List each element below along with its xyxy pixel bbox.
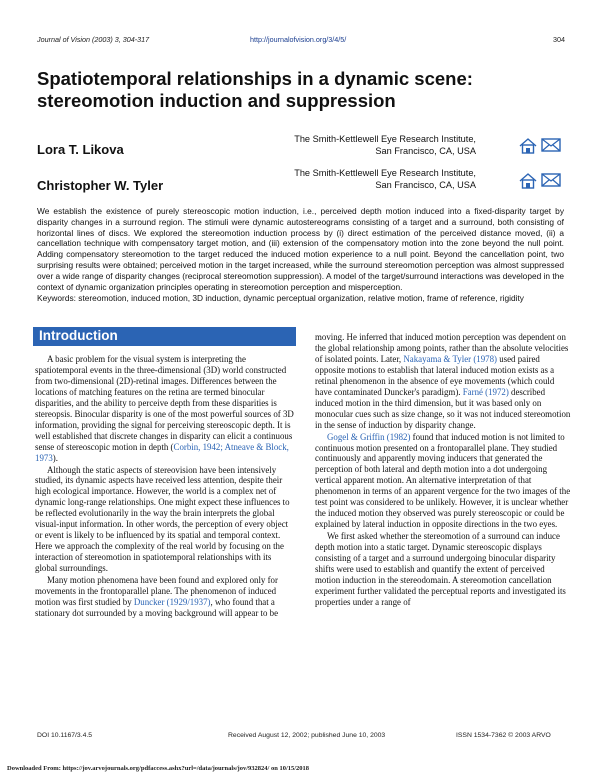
- citation-link[interactable]: Nakayama & Tyler (1978): [403, 353, 497, 364]
- download-notice: Downloaded From: https://jov.arvojournals.org/pdfaccess.ashx?url=/data/journals/jov/932824/ on 10/15/2018: [7, 765, 310, 772]
- citation-link[interactable]: Farné (1972): [462, 386, 509, 397]
- page-number: 304: [553, 35, 565, 44]
- citation-link[interactable]: Corbin, 1942; Atneave & Block, 1973: [35, 441, 289, 463]
- issn: ISSN 1534-7362 © 2003 ARVO: [456, 732, 551, 739]
- keywords: Keywords: stereomotion, induced motion, 3D induction, dynamic perceptual organization, relative motion, frame of reference, rigidity: [37, 293, 524, 303]
- paragraph: moving. He inferred that induced motion perception was dependent on the global relationship among points, rather than the absolute velocities of isolated points. Later, Nakayama & Tyler (1978) used paired opposite motions to establish that lateral induced motion exists as a retinal phenomenon in the absence of eye movements (which could have contaminated Duncker's paradigm). Farné (1972) described induced motion in the third dimension, but it was based only on monocular cues such as size change, so it was not induced stereomotion in the sense of induction by disparity change.: [315, 332, 571, 430]
- author-name: Lora T. Likova: [37, 142, 124, 157]
- paper-title: Spatiotemporal relationships in a dynamic scene: stereomotion induction and suppression: [37, 68, 473, 111]
- journal-citation: Journal of Vision (2003) 3, 304-317: [37, 35, 150, 44]
- author-name: Christopher W. Tyler: [37, 178, 164, 193]
- paragraph: A basic problem for the visual system is interpreting the spatiotemporal events in the three-dimensional (3D) world constructed from two-dimensional (2D)-retinal images. Differences between the locations of matching features on the retina are termed binocular disparities, and the ability to perceive depth from these disparities is stereopsis. Binocular disparity is one of the most powerful sources of 3D information, providing the signal for perceiving stereoscopic depth. It is well established that discrete changes in disparity can elicit a continuous sense of stereoscopic motion in depth (Corbin, 1942; Atneave & Block, 1973).: [35, 354, 294, 463]
- paragraph: We first asked whether the stereomotion of a surround can induce depth motion into a static target. Dynamic stereoscopic displays consisting of a target and a surround undergoing binocular disparity shifts were used to establish and quantify the extent of perceived motion induction in the stereodomain. A stereomotion cancellation experiment further validated the perceptual reports and investigated its properties under a range of: [315, 531, 566, 607]
- journal-url-link[interactable]: http://journalofvision.org/3/4/5/: [250, 35, 347, 44]
- paragraph: Although the static aspects of stereovision have been intensively studied, its dynamic aspects have received less attention, despite their high ecological importance. However, the world is a complex net of dynamic long-range relationships. One might expect these influences to be reflected evolutionarily in the way the brain interprets the global visual-input information. In other words, the perception of every object or event is likely to be influenced by its spatial and temporal context. Here we approach the complexity of the real world by focusing on the interaction of stereomotion in spatiotemporal relationships with its global surroundings.: [35, 464, 290, 574]
- section-heading-bar: [33, 327, 296, 346]
- author-affiliation: The Smith-Kettlewell Eye Research Institute, San Francisco, CA, USA: [294, 168, 476, 190]
- received-date: Received August 12, 2002; published June 10, 2003: [228, 732, 386, 739]
- left-column: [35, 354, 295, 619]
- author-affiliation: The Smith-Kettlewell Eye Research Institute, San Francisco, CA, USA: [294, 134, 476, 156]
- right-column: [315, 332, 571, 608]
- mail-icon[interactable]: [541, 138, 561, 154]
- home-icon[interactable]: [519, 173, 537, 189]
- section-heading: Introduction: [39, 328, 118, 343]
- author-contact-icons: [519, 173, 561, 189]
- author-contact-icons: [519, 138, 561, 154]
- citation-link[interactable]: Gogel & Griffin (1982): [327, 431, 411, 442]
- citation-link[interactable]: Duncker (1929/1937): [133, 596, 211, 607]
- doi: DOI 10.1167/3.4.5: [37, 732, 93, 739]
- paragraph: Gogel & Griffin (1982) found that induced motion is not limited to continuous motion presented on a frontoparallel plane. They studied continuously and apparently moving inducers that generated the perception of both lateral and depth motion into a dot undergoing vertical apparent motion. An alternative interpretation of that phenomenon in terms of an apparent vergence for the two images of the test point was considered to be unlikely. However, it is unclear whether the induced motion they observed was purely stereoscopic or could be explained by lateral induction in opposite directions in the two eyes.: [315, 431, 571, 530]
- abstract: We establish the existence of purely stereoscopic motion induction, i.e., perceived depth motion induced into a fixed-disparity target by disparity changes in a surround region. The stimuli were dynamic autostereograms consisting of a target and a surround, both consisting of horizontal lines of discs. We explored the stereomotion induction process by (i) direct estimation of the perceived distance moved, (ii) a cancellation technique with compensatory target motion, and (iii) extension of the compensatory motion into the zone beyond the null point. Adding compensatory stereomotion to the target reduced the induced motion experience to a null point. Beyond the cancellation point, two surprising results were obtained; perceived motion in the target increased, while the surround stereomotion perception was almost suppressed over a wide range of disparity changes (reciprocal stereomotion suppression). A model of the target/surround interactions was developed in the context of dynamic organization principles operating in stereomotion perception and misperception.: [37, 206, 564, 292]
- paragraph: Many motion phenomena have been found and explored only for movements in the frontoparallel plane. The phenomenon of induced motion was first studied by Duncker (1929/1937), who found that a stationary dot surrounded by a moving background will appear to be: [35, 575, 279, 618]
- home-icon[interactable]: [519, 138, 537, 154]
- mail-icon[interactable]: [541, 173, 561, 189]
